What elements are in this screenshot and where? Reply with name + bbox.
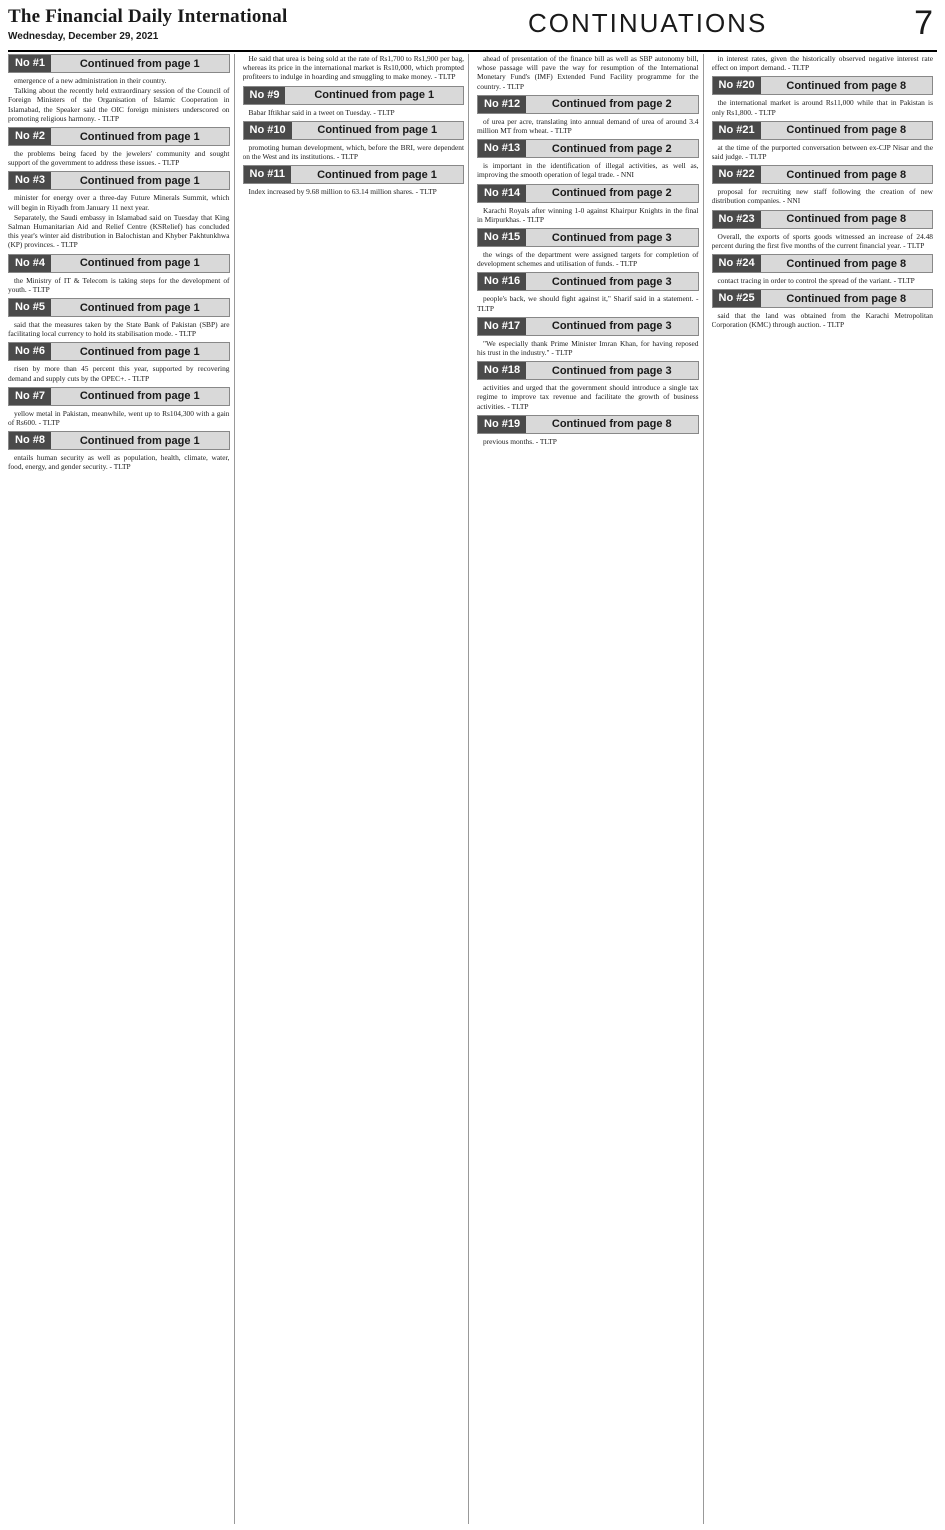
story-heading <box>8 127 230 146</box>
article-columns <box>8 54 937 1524</box>
story <box>8 387 230 427</box>
story-heading <box>8 431 230 450</box>
story <box>712 76 934 116</box>
paragraph: the problems being faced by the jewelers' community and sought support of the government to address these issues. - TLTP <box>8 149 230 168</box>
story-number: No #5 <box>9 299 51 316</box>
paragraph: the wings of the department were assigned targets for completion of development schemes and utilisation of funds. - TLTP <box>477 250 699 269</box>
story-body <box>243 187 465 196</box>
page-number: 7 <box>914 4 933 42</box>
story-continued-label: Continued from page 2 <box>551 187 672 200</box>
story-body <box>243 143 465 161</box>
story-heading <box>477 95 699 114</box>
paragraph: promoting human development, which, before the BRI, were dependent on the West and its institutions. - TLTP <box>242 142 464 162</box>
story-number: No #3 <box>9 172 51 189</box>
section-title: CONTINUATIONS <box>528 8 768 38</box>
story <box>243 165 465 196</box>
story-number: No #9 <box>244 87 286 104</box>
story-number: No #7 <box>9 388 51 405</box>
story-body <box>712 98 934 116</box>
paragraph: the Ministry of IT & Telecom is taking steps for the development of youth. - TLTP <box>8 275 230 294</box>
story-continued-label: Continued from page 1 <box>317 124 438 137</box>
story-number: No #8 <box>9 432 51 449</box>
paragraph: Overall, the exports of sports goods witnessed an increase of 24.48 percent during the first five months of the current financial year. - TLTP <box>711 231 933 250</box>
story <box>8 342 230 382</box>
story-heading <box>477 228 699 247</box>
story-heading <box>712 289 934 308</box>
story <box>477 272 699 312</box>
story-body <box>8 149 230 167</box>
story <box>712 210 934 250</box>
story-number: No #11 <box>244 166 291 183</box>
story-body <box>712 276 934 285</box>
story-number: No #24 <box>713 255 761 272</box>
paragraph: risen by more than 45 percent this year, supported by recovering demand and supply cuts by the OPEC+. - TLTP <box>8 364 230 383</box>
story-body <box>477 437 699 446</box>
story-body <box>712 54 934 72</box>
story-body <box>712 232 934 250</box>
story-body <box>8 320 230 338</box>
paragraph: at the time of the purported conversation between ex-CJP Nisar and the said judge. - TLTP <box>711 142 933 162</box>
story <box>477 54 699 91</box>
story-heading <box>477 139 699 158</box>
story-continued-label: Continued from page 3 <box>551 275 672 288</box>
story-heading <box>712 76 934 95</box>
story-body <box>477 161 699 179</box>
story-heading <box>8 254 230 273</box>
column-4 <box>712 54 938 1524</box>
story-heading <box>712 254 934 273</box>
story-heading <box>712 121 934 140</box>
story-body <box>8 76 230 123</box>
story-continued-label: Continued from page 8 <box>786 124 907 137</box>
story-continued-label: Continued from page 1 <box>317 168 437 181</box>
story-heading <box>8 342 230 361</box>
paragraph: previous months. - TLTP <box>483 436 557 446</box>
paper-date: Wednesday, December 29, 2021 <box>8 31 159 42</box>
story-continued-label: Continued from page 1 <box>79 434 200 447</box>
story-body <box>712 311 934 329</box>
story-heading <box>8 171 230 190</box>
paragraph: Index increased by 9.68 million to 63.14 million shares. - TLTP <box>248 187 437 197</box>
paragraph: is important in the identification of illegal activities, as well as, improving the smooth operation of legal trade. - NNI <box>477 161 699 180</box>
story <box>477 415 699 446</box>
story-body <box>477 117 699 135</box>
story <box>477 184 699 224</box>
story <box>8 431 230 471</box>
story-continued-label: Continued from page 8 <box>786 213 907 226</box>
paragraph: Talking about the recently held extraordinary session of the Council of Foreign Ministers of the Organisation of Islamic Cooperation in Islamabad, the Speaker said the OIC foreign ministers underscored on promoting religious harmony. - TLTP <box>8 86 230 123</box>
story-number: No #15 <box>478 229 526 246</box>
story-heading <box>477 361 699 380</box>
paragraph: people's back, we should fight against it," Sharif said in a statement. - TLTP <box>477 294 699 313</box>
paragraph: minister for energy over a three-day Future Minerals Summit, which will begin in Riyadh from January 11 next year. <box>8 193 230 212</box>
story-heading <box>477 317 699 336</box>
story <box>477 317 699 357</box>
story-continued-label: Continued from page 2 <box>551 142 672 155</box>
story-body <box>243 54 465 82</box>
story <box>8 298 230 338</box>
paragraph: the international market is around Rs11,000 while that in Pakistan is only Rs1,800. - TLTP <box>711 98 933 117</box>
story-body <box>477 383 699 411</box>
story-number: No #25 <box>713 290 761 307</box>
story-body <box>477 250 699 268</box>
story <box>8 171 230 249</box>
story-body <box>477 294 699 312</box>
column-1 <box>8 54 235 1524</box>
story-continued-label: Continued from page 8 <box>786 257 907 270</box>
paragraph: of urea per acre, translating into annual demand of urea of around 3.4 million MT from wheat. - TLTP <box>477 116 699 136</box>
story <box>712 254 934 285</box>
story-heading <box>712 210 934 229</box>
story <box>243 121 465 161</box>
story <box>243 54 465 82</box>
story-number: No #4 <box>9 255 51 272</box>
story-heading <box>712 165 934 184</box>
story-heading <box>8 298 230 317</box>
story-continued-label: Continued from page 1 <box>79 57 200 70</box>
story-body <box>8 193 230 249</box>
paragraph: "We especially thank Prime Minister Imran Khan, for having reposed his trust in the industry." - TLTP <box>477 338 699 358</box>
story-continued-label: Continued from page 1 <box>314 89 435 102</box>
story-number: No #21 <box>713 122 761 139</box>
story-body <box>477 54 699 91</box>
story-body <box>8 453 230 471</box>
story-number: No #6 <box>9 343 51 360</box>
story-number: No #13 <box>478 140 526 157</box>
story <box>712 121 934 161</box>
paragraph: emergence of a new administration in their country. <box>14 76 167 85</box>
story-number: No #1 <box>9 55 51 72</box>
story-continued-label: Continued from page 1 <box>79 174 200 187</box>
paragraph: He said that urea is being sold at the rate of Rs1,700 to Rs1,900 per bag, whereas its price in the international market is Rs10,000, which prompted profiteers to indulge in hoarding and smuggling to make money. - TLTP <box>242 54 464 82</box>
paragraph: activities and urged that the government should introduce a single tax regime to improve tax revenue and facilitate the growth of business activities. - TLTP <box>477 383 699 411</box>
story-number: No #22 <box>713 166 761 183</box>
story <box>712 289 934 329</box>
story-number: No #16 <box>478 273 526 290</box>
story-number: No #20 <box>713 77 761 94</box>
story <box>477 361 699 411</box>
paragraph: proposal for recruiting new staff following the creation of new distribution companies. - NNI <box>711 187 933 206</box>
story <box>712 54 934 72</box>
story-continued-label: Continued from page 3 <box>551 320 672 333</box>
story-continued-label: Continued from page 1 <box>79 301 200 314</box>
story-heading <box>243 165 465 184</box>
story-heading <box>477 415 699 434</box>
story-continued-label: Continued from page 1 <box>79 390 200 403</box>
story-body <box>8 276 230 294</box>
story <box>712 165 934 205</box>
story-continued-label: Continued from page 8 <box>551 418 672 431</box>
story-continued-label: Continued from page 8 <box>786 79 907 92</box>
story-continued-label: Continued from page 1 <box>79 257 200 270</box>
paragraph: Separately, the Saudi embassy in Islamabad said on Tuesday that King Salman Humanitarian Aid and Relief Centre (KSRelief) has concluded this year's winter aid distribution in Balochistan and Khyber Pakhtunkhwa (KP) provinces. - TLTP <box>8 212 230 250</box>
story-number: No #18 <box>478 362 526 379</box>
story-body <box>712 187 934 205</box>
story-heading <box>477 272 699 291</box>
story-number: No #12 <box>478 96 526 113</box>
story-body <box>8 364 230 382</box>
story-heading <box>243 86 465 105</box>
story <box>8 254 230 294</box>
story-continued-label: Continued from page 1 <box>79 130 200 143</box>
story <box>8 54 230 123</box>
story-continued-label: Continued from page 3 <box>551 231 672 244</box>
masthead <box>8 4 937 52</box>
story <box>477 228 699 268</box>
story-continued-label: Continued from page 8 <box>786 292 907 305</box>
story-continued-label: Continued from page 1 <box>79 345 200 358</box>
story-body <box>243 108 465 117</box>
story-body <box>712 143 934 161</box>
story-continued-label: Continued from page 8 <box>786 168 907 181</box>
story-number: No #17 <box>478 318 526 335</box>
story-heading <box>477 184 699 203</box>
paragraph: said that the land was obtained from the Karachi Metropolitan Corporation (KMC) through auction. - TLTP <box>711 311 933 330</box>
paragraph: Babar Iftikhar said in a tweet on Tuesday. - TLTP <box>248 107 395 117</box>
paper-name: The Financial Daily International <box>8 6 288 27</box>
paragraph: ahead of presentation of the finance bill as well as SBP autonomy bill, whose passage will pave the way for resumption of the International Monetary Fund's (IMF) Extended Fund Facility programme for the country. - TLTP <box>477 54 699 91</box>
story-number: No #23 <box>713 211 761 228</box>
paragraph: yellow metal in Pakistan, meanwhile, went up to Rs104,300 with a gain of Rs600. - TLTP <box>8 408 230 428</box>
story-body <box>477 206 699 224</box>
story <box>8 127 230 167</box>
story <box>477 95 699 135</box>
story-number: No #10 <box>244 122 292 139</box>
story-heading <box>8 54 230 73</box>
story <box>477 139 699 179</box>
paragraph: Karachi Royals after winning 1-0 against Khairpur Knights in the final in Mirpurkhas. - TLTP <box>477 205 699 224</box>
column-3 <box>477 54 704 1524</box>
story-number: No #14 <box>478 185 526 202</box>
paragraph: in interest rates, given the historically observed negative interest rate effect on import demand. - TLTP <box>711 54 933 73</box>
story-number: No #19 <box>478 416 526 433</box>
story-continued-label: Continued from page 2 <box>551 98 672 111</box>
story <box>243 86 465 117</box>
paragraph: entails human security as well as population, health, climate, water, food, energy, and gender security. - TLTP <box>8 453 230 472</box>
story-body <box>8 409 230 427</box>
story-body <box>477 339 699 357</box>
paragraph: said that the measures taken by the State Bank of Pakistan (SBP) are facilitating local currency to hold its stabilisation mode. - TLTP <box>8 320 230 339</box>
story-heading <box>243 121 465 140</box>
story-number: No #2 <box>9 128 51 145</box>
paragraph: contact tracing in order to control the spread of the variant. - TLTP <box>717 276 915 286</box>
column-2 <box>243 54 470 1524</box>
story-heading <box>8 387 230 406</box>
story-continued-label: Continued from page 3 <box>551 364 672 377</box>
